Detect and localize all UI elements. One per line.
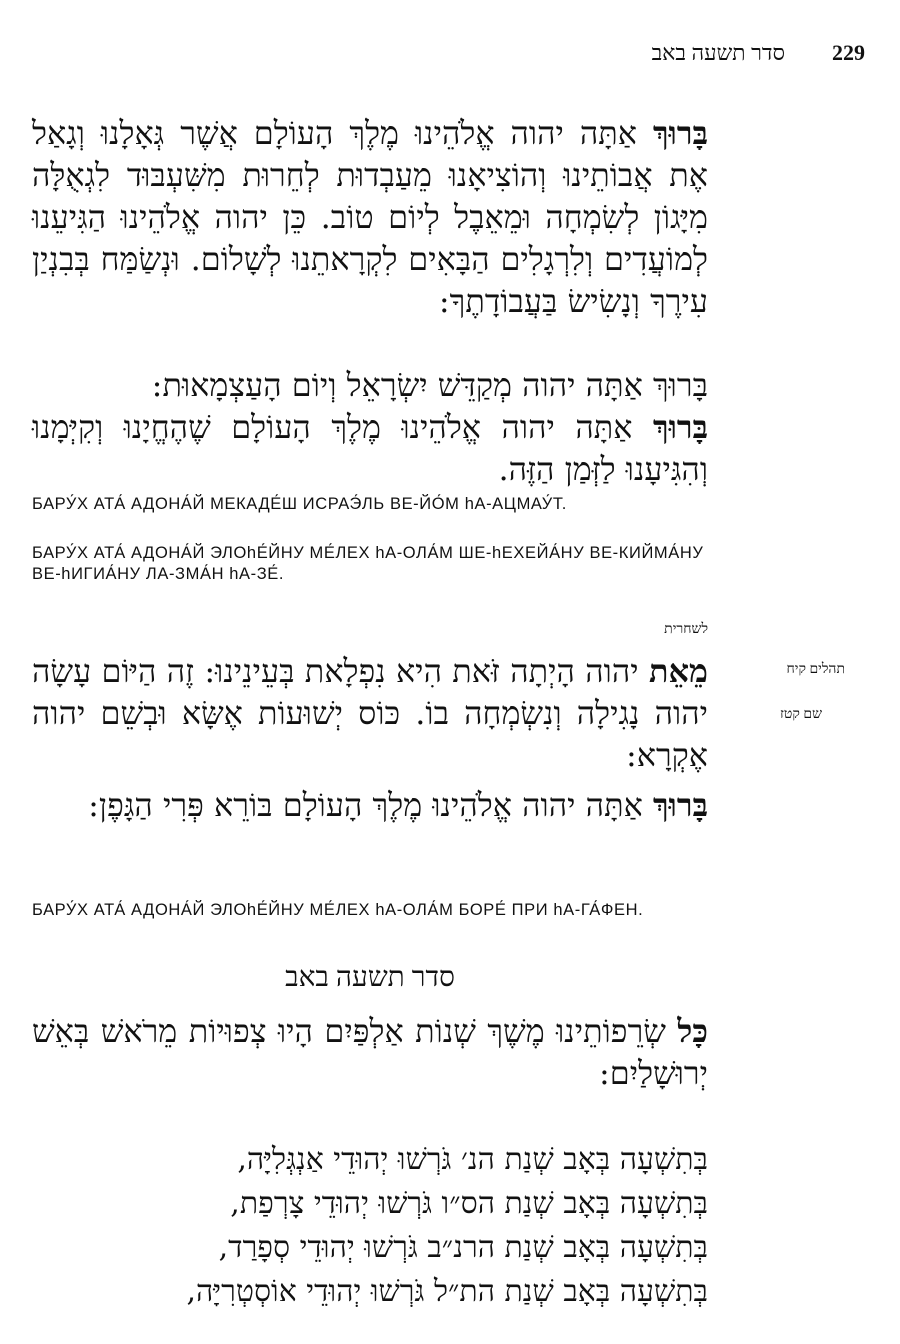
kinah-text: שְׂרֵפוֹתֵינוּ מֶשֶׁךְ שְׁנוֹת אַלְפַּיִם הָיוּ צְפוּיוֹת מֵרֹאשׁ בְּאֵשׁ יְרוּשָׁלַיִם: [32, 1012, 708, 1092]
blessing-independence: בָּרוּךְ אַתָּה יהוה מְקַדֵּשׁ יִשְׂרָאֵל וְיוֹם הָעַצְמָאוּת: [151, 366, 708, 404]
section-title: סדר תשעה באב [285, 962, 455, 993]
blessing-redemption-text: אַתָּה יהוה אֱלֹהֵינוּ מֶלֶךְ הָעוֹלָם אֲשֶׁר גְּאָלָנוּ וְגָאַל אֶת אֲבוֹתֵינוּ וְהוֹצִיאָנוּ מֵעַבְדוּת לְחֵרוּת מִשִּׁעְבּוּד לִגְאֻלָּה מִיָּגוֹן לְשִׂמְחָה וּמֵאֵבֶל לְיוֹם טוֹב. כֵּן יהוה אֱלֹהֵינוּ הַגִּיעֵנוּ לְמוֹעֲדִים וְלִרְגָלִים הַבָּאִים לִקְרָאתֵנוּ לְשָׁלוֹם. וּנְשַׂמַּח בְּבִנְיַן עִירֶךָ וְנָשִׂישׂ בַּעֲבוֹדָתֶךָ: [32, 114, 708, 320]
verse-psalms [32, 650, 708, 776]
transliteration-wine: БАРУ́Х АТА́ АДОНА́Й ЭЛОhЕ́ЙНУ МЕ́ЛЕХ hА-ОЛА́М БОРЕ́ ПРИ hА-ГА́ФЕН. [32, 901, 644, 919]
margin-note-psalms-118: תהלים קיח [786, 662, 845, 677]
blessing-wine [32, 784, 708, 826]
transliteration-independence: БАРУ́Х АТА́ АДОНА́Й МЕКАДЕ́Ш ИСРАЭ́ЛЬ ВЕ-ЙО́М hА-АЦМАУ́Т. [32, 495, 567, 513]
verse-first-word: מֵאֵת [648, 652, 708, 690]
blessing-wine-first-word: בָּרוּךְ [652, 786, 708, 824]
blessing-shehecheyanu-text: אַתָּה יהוה אֱלֹהֵינוּ מֶלֶךְ הָעוֹלָם שֶׁהֶחֱיָנוּ וְקִיְּמָנוּ וְהִגִּיעָנוּ לַזְּמַן הַזֶּה. [32, 408, 708, 488]
verse-text: יהוה הָיְתָה זֹּאת הִיא נִפְלָאת בְּעֵינֵינוּ: זֶה הַיּוֹם עָשָׂה יהוה נָגִילָה וְנִשְׂמְחָה בוֹ. כּוֹס יְשׁוּעוֹת אֶשָּׂא וּבְשֵׁם יהוה אֶקְרָא: [32, 652, 708, 774]
kinah-first-word: כָּל [677, 1012, 708, 1050]
blessing-shehecheyanu-first-word: בָּרוּךְ [652, 408, 709, 446]
blessing-redemption-first-word: בָּרוּךְ [652, 114, 708, 152]
poem-line: בְּתִשְׁעָה בְּאָב שְׁנַת הנ׳ גֹּרְשׁוּ יְהוּדֵי אַנְגְּלִיָּה, [237, 1142, 708, 1177]
poem-line: בְּתִשְׁעָה בְּאָב שְׁנַת הרנ״ב גֹּרְשׁוּ יְהוּדֵי סְפָרַד, [218, 1230, 708, 1265]
kinah-intro [32, 1010, 708, 1094]
poem-line: בְּתִשְׁעָה בְּאָב שְׁנַת הס״ו גֹּרְשׁוּ יְהוּדֵי צָרְפַת, [230, 1186, 708, 1221]
page-number: 229 [832, 40, 865, 65]
poem-line: בְּתִשְׁעָה בְּאָב שְׁנַת הת״ל גֹּרְשׁוּ יְהוּדֵי אוֹסְטְרִיָּה, [186, 1274, 708, 1309]
running-header-title: סדר תשעה באב [651, 40, 785, 65]
transliteration-shehecheyanu: БАРУ́Х АТА́ АДОНА́Й ЭЛОhЕ́ЙНУ МЕ́ЛЕХ hА-ОЛА́М ШЕ-hЕХЕЙА́НУ ВЕ-КИЙМА́НУ ВЕ-hИГИА́НУ ЛА-ЗМА́Н hА-ЗЕ́. [32, 544, 704, 583]
label-shacharit: לשחרית [664, 622, 708, 637]
blessing-shehecheyanu [32, 406, 708, 490]
blessing-redemption [32, 112, 708, 322]
blessing-wine-text: אַתָּה יהוה אֱלֹהֵינוּ מֶלֶךְ הָעוֹלָם בּוֹרֵא פְּרִי הַגָּפֶן: [88, 786, 653, 824]
margin-note-psalms-116: שם קטז [780, 707, 822, 722]
